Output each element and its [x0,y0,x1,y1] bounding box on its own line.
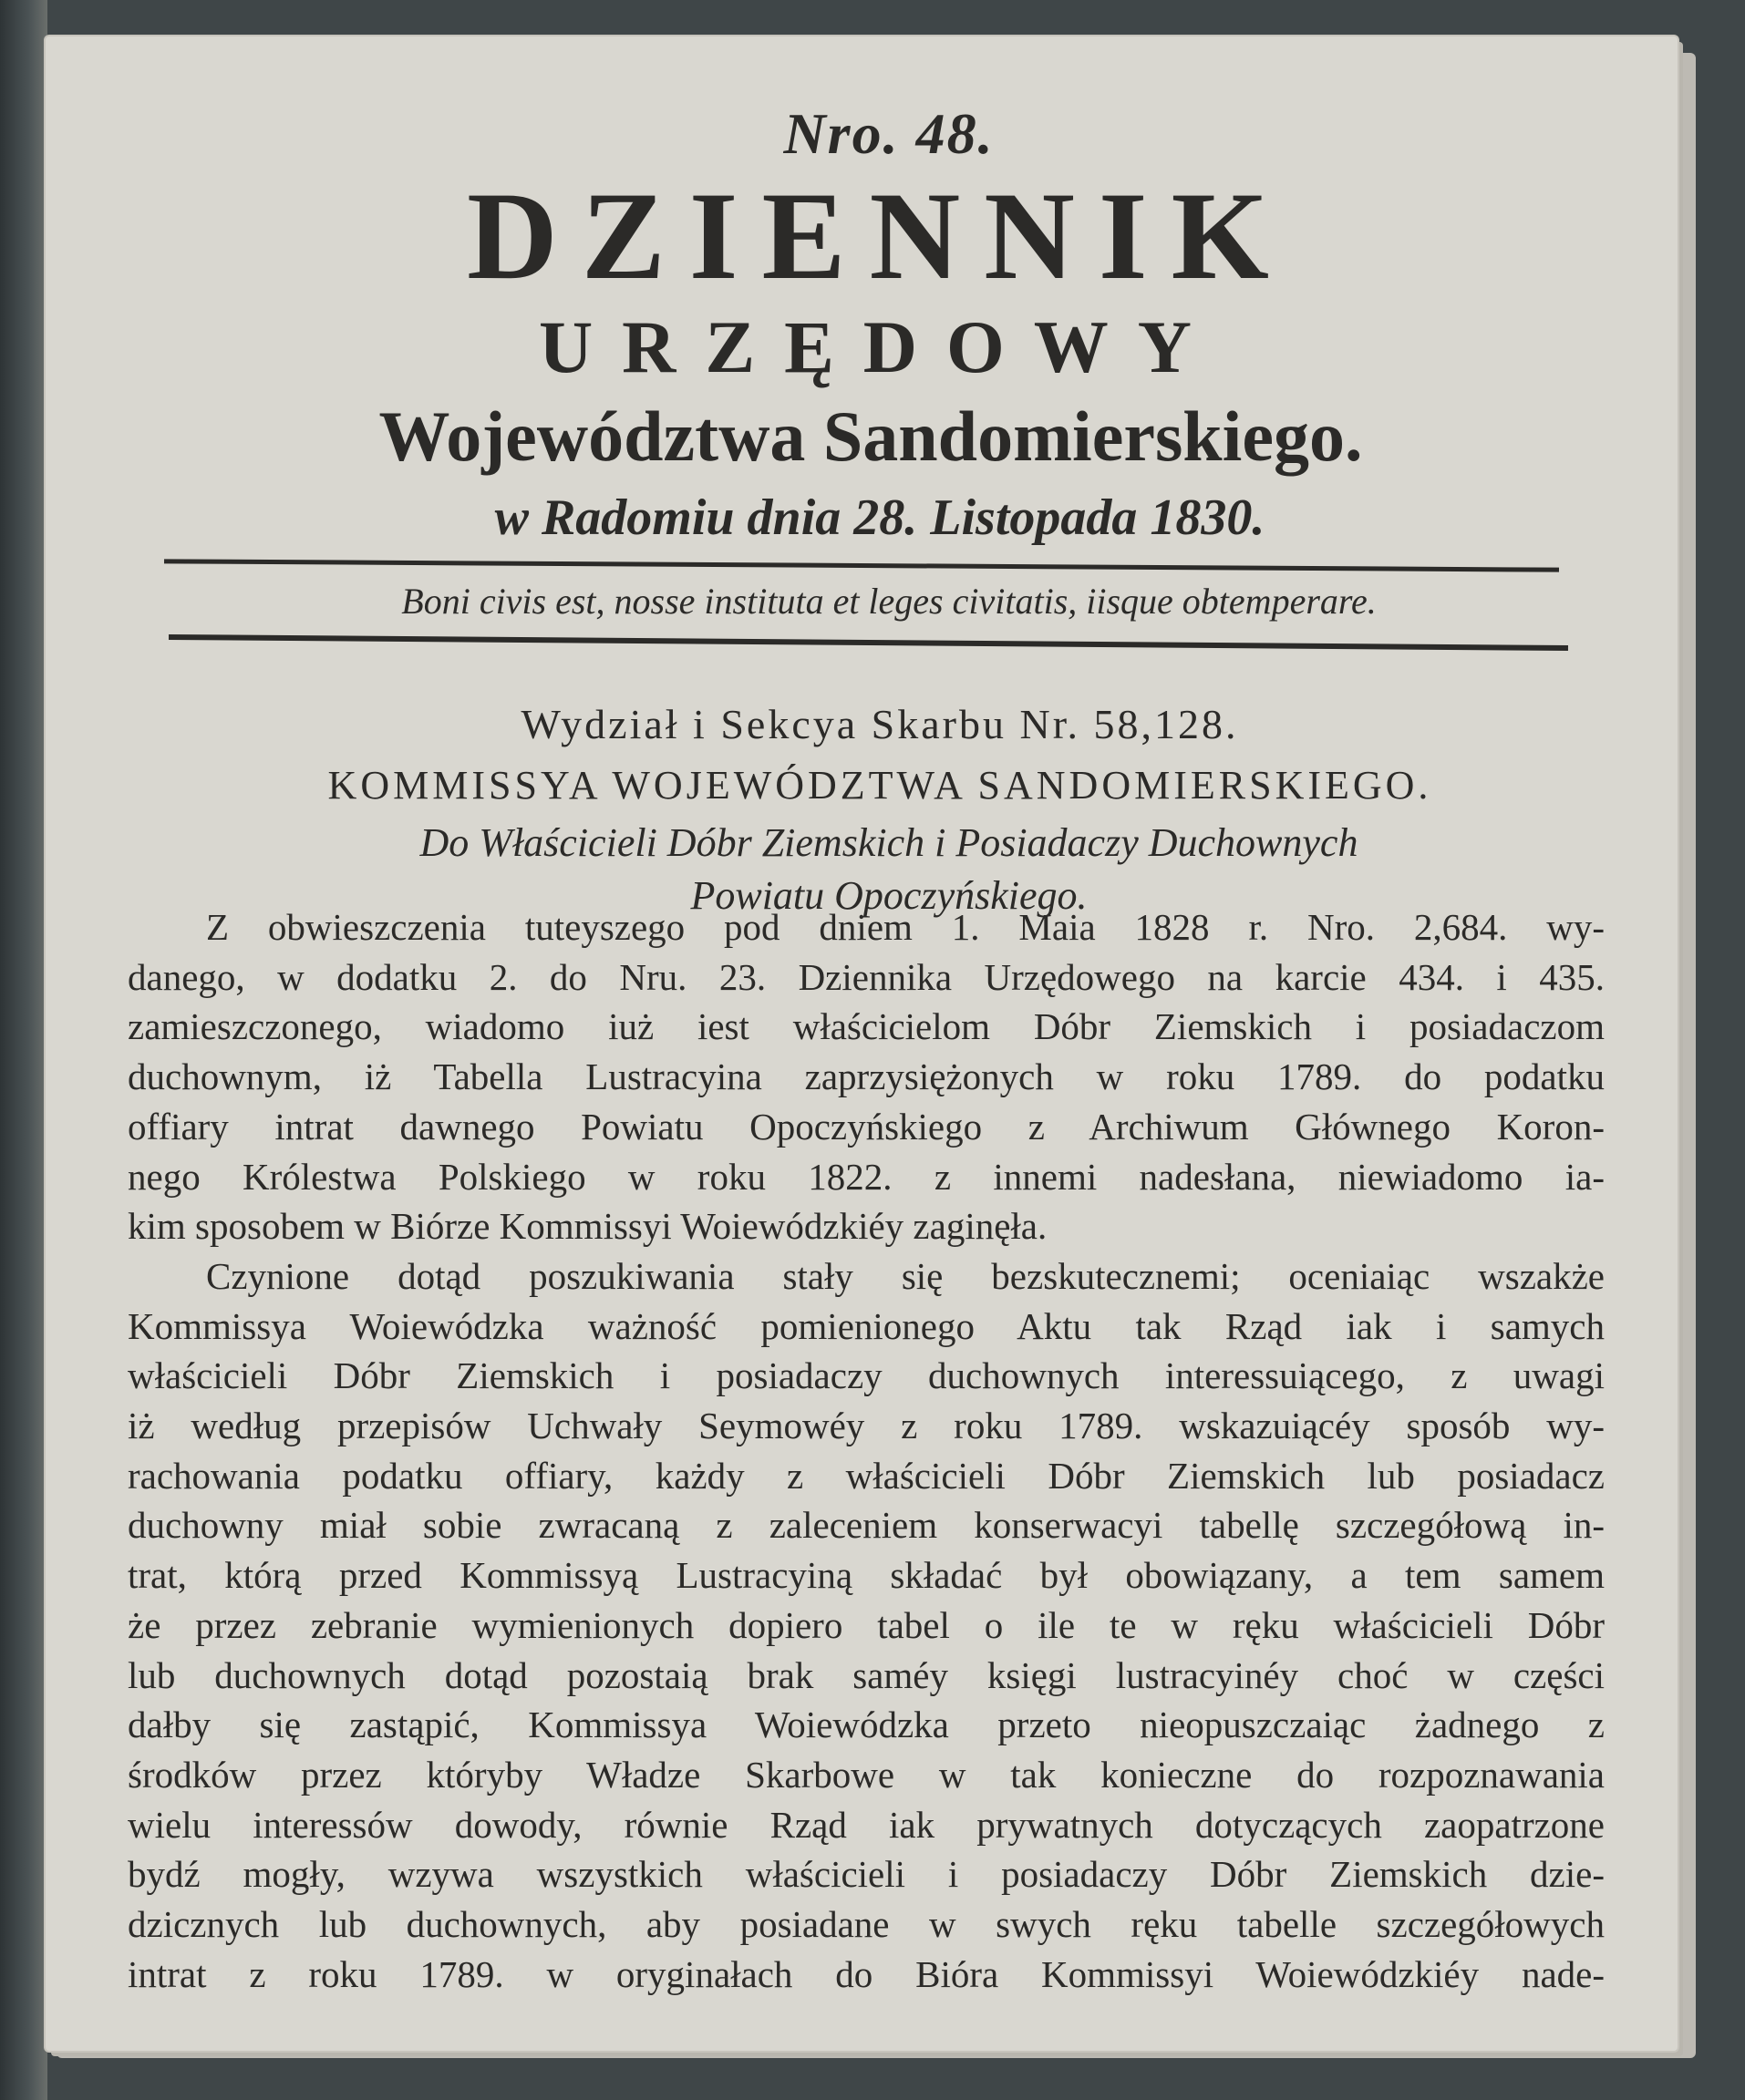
newspaper-subtitle: URZĘDOWY [538,305,1222,388]
paragraph-1 [128,902,1605,1251]
text-line: że przez zebranie wymienionych dopiero tabel o ile te w ręku właścicieli Dóbr [128,1603,1605,1646]
text-line: środków przez któryby Władze Skarbowe w tak konieczne do rozpoznawania [128,1753,1605,1796]
dateline: w Radomiu dnia 28. Listopada 1830. [494,489,1265,546]
text-line: offiary intrat dawnego Powiatu Opoczyńskiego z Archiwum Głównego Koron- [128,1105,1605,1148]
issue-number: Nro. 48. [783,101,995,166]
text-line: intrat z roku 1789. w oryginałach do Bióra Kommissyi Woiewódzkiéy nade- [128,1952,1605,1995]
text-line: trat, którą przed Kommissyą Lustracyiną składać był obowiązany, a tem samem [128,1554,1605,1597]
addressee-line-2: Powiatu Opoczyńskiego. [690,873,1088,918]
text-line: iż według przepisów Uchwały Seymowéy z roku 1789. wskazuiącéy sposób wy- [128,1405,1605,1447]
binding-edge [0,0,47,2100]
text-line: właścicieli Dóbr Ziemskich i posiadaczy duchownych interessuiącego, z uwagi [128,1354,1605,1397]
text-line: duchownym, iż Tabella Lustracyina zaprzysiężonych w roku 1789. do podatku [128,1055,1605,1098]
text-line: Czynione dotąd poszukiwania stały się bezskutecznemi; oceniaiąc wszakże [206,1254,1605,1297]
masthead-rule-bottom [169,634,1568,651]
newspaper-region: Województwa Sandomierskiego. [378,396,1363,476]
text-line: danego, w dodatku 2. do Nru. 23. Dziennika Urzędowego na karcie 434. i 435. [128,955,1605,998]
section-reference: Wydział i Sekcya Skarbu Nr. 58,128. [521,701,1239,747]
motto: Boni civis est, nosse instituta et leges civitatis, iisque obtemperare. [401,581,1377,622]
text-line: Kommissya Woiewódzka ważność pomienionego Aktu tak Rząd iak i samych [128,1304,1605,1347]
text-line: nego Królestwa Polskiego w roku 1822. z innemi nadesłana, niewiadomo ia- [128,1155,1605,1198]
text-line: lub duchownych dotąd pozostaią brak saméy księgi lustracyinéy choć w części [128,1653,1605,1696]
text-line: zamieszczonego, wiadomo iuż iest właścicielom Dóbr Ziemskich i posiadaczom [128,1005,1605,1048]
issuer-heading: KOMMISSYA WOJEWÓDZTWA SANDOMIERSKIEGO. [327,763,1432,808]
masthead-rule-top [164,559,1559,571]
article-body [128,902,1605,1999]
text-line: Z obwieszczenia tuteyszego pod dniem 1. Maia 1828 r. Nro. 2,684. wy- [206,906,1605,948]
text-line: bydź mogły, wzywa wszystkich właścicieli i posiadaczy Dóbr Ziemskich dzie- [128,1853,1605,1896]
addressee-line-1: Do Właścicieli Dóbr Ziemskich i Posiadaczy Duchownych [419,820,1358,865]
text-line: wielu interessów dowody, równie Rząd iak prywatnych dotyczących zaopatrzone [128,1803,1605,1846]
text-line: dzicznych lub duchownych, aby posiadane w swych ręku tabelle szczegółowych [128,1903,1605,1946]
text-line: duchowny miał sobie zwracaną z zaleceniem konserwacyi tabellę szczegółową in- [128,1504,1605,1547]
document-page [46,36,1678,2051]
paragraph-2 [128,1251,1605,2000]
text-line: dałby się zastąpić, Kommissya Woiewódzka przeto nieopuszczaiąc żadnego z [128,1704,1605,1746]
newspaper-title: DZIENNIK [467,166,1293,305]
text-line: rachowania podatku offiary, każdy z właścicieli Dóbr Ziemskich lub posiadacz [128,1454,1605,1497]
text-line: kim sposobem w Biórze Kommissyi Woiewódzkiéy zaginęła. [128,1205,1048,1248]
